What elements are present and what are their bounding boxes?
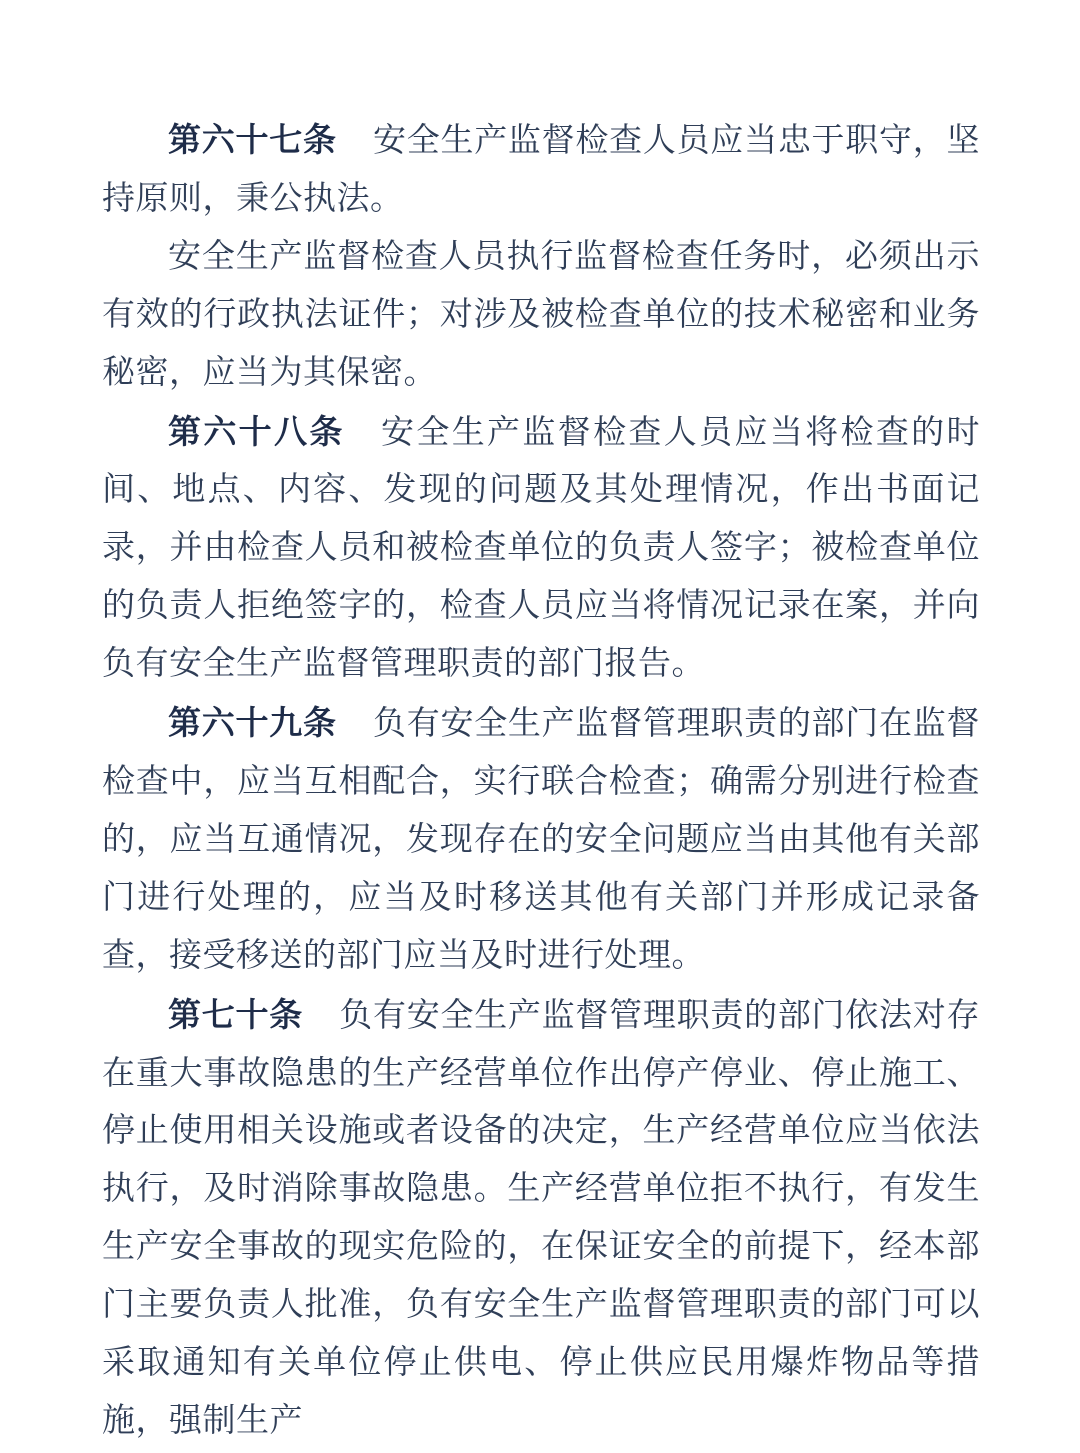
article-number-label: 第六十七条 <box>168 121 337 158</box>
article-number-label: 第六十九条 <box>168 704 337 742</box>
article-paragraph: 安全生产监督检查人员执行监督检查任务时，必须出示有效的行政执法证件；对涉及被检查单位的技术秘密和业务秘密，应当为其保密。 <box>102 238 980 391</box>
article-paragraph-text: 负有安全生产监督管理职责的部门在监督检查中，应当互相配合，实行联合检查；确需分别进行检查的，应当互通情况，发现存在的安全问题应当由其他有关部门进行处理的，应当及时移送其他有关部门并形成记录备查，接受移送的部门应当及时进行处理。 <box>102 706 981 974</box>
article-paragraph-text: 安全生产监督检查人员应当将检查的时间、地点、内容、发现的问题及其处理情况，作出书面记录，并由检查人员和被检查单位的负责人签字；被检查单位的负责人拒绝签字的，检查人员应当将情况记录在案，并向负有安全生产监督管理职责的部门报告。 <box>102 414 981 683</box>
article-number-label: 第六十八条 <box>168 412 345 450</box>
article-paragraph <box>102 986 980 1451</box>
article-paragraph-text: 安全生产监督检查人员应当忠于职守，坚持原则，秉公执法。 <box>102 123 981 217</box>
article-paragraph <box>102 111 980 229</box>
article-number-label: 第七十条 <box>168 995 303 1033</box>
document-content <box>102 111 980 1451</box>
article-paragraph <box>102 694 980 986</box>
article-paragraph <box>102 403 980 695</box>
article-paragraph-text: 负有安全生产监督管理职责的部门依法对存在重大事故隐患的生产经营单位作出停产停业、停止施工、停止使用相关设施或者设备的决定，生产经营单位应当依法执行，及时消除事故隐患。生产经营单位拒不执行，有发生生产安全事故的现实危险的，在保证安全的前提下，经本部门主要负责人批准，负有安全生产监督管理职责的部门可以采取通知有关单位停止供电、停止供应民用爆炸物品等措施，强制生产 <box>102 997 981 1439</box>
